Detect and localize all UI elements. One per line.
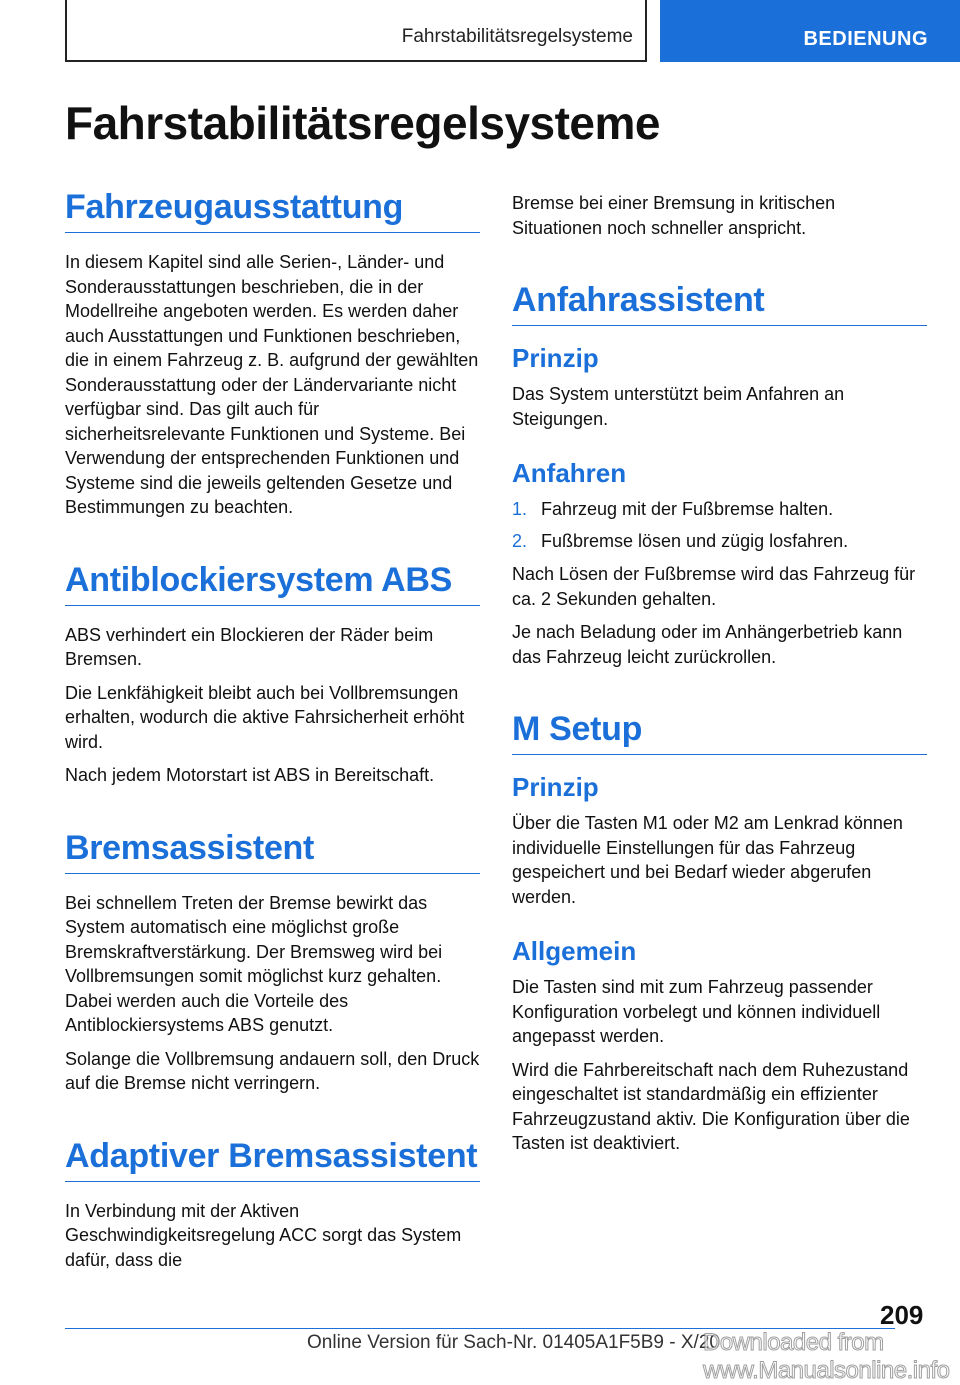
subheading-anfahren: Anfahren [512,458,627,488]
header-section-title: Fahrstabilitätsregelsysteme [401,26,633,47]
paragraph: Nach jedem Motorstart ist ABS in Bereitschaft. [65,765,435,785]
paragraph: Die Tasten sind mit zum Fahrzeug passender Konfiguration vorbelegt und können individuell angepasst werden. [512,977,881,1046]
section-heading-bremsassistent: Bremsassistent [65,829,480,874]
section-heading-anfahrassistent: Anfahrassistent [512,281,927,326]
step-list [512,497,927,553]
footer-online-version: Online Version für Sach-Nr. 01405A1F5B9 - X/20 [307,1332,720,1353]
right-column [512,191,927,1165]
paragraph: Über die Tasten M1 oder M2 am Lenkrad können individuelle Einstellungen für das Fahrzeug gespeichert und bei Bedarf wieder abgerufen werden. [512,813,903,907]
paragraph: In diesem Kapitel sind alle Serien-, Länder- und Sonderausstattungen beschrieben, die in der Modellreihe angeboten werden. Es werden daher auch Ausstattungen und Funktionen beschrieben, die in einem Fahrzeug z. B. aufgrund der gewählten Sonderausstattung oder der Ländervariante nicht verfügbar sind. Das gilt auch für sicherheitsrelevante Funktionen und Systeme. Bei Verwendung der entsprechenden Funktionen und Systeme sind die jeweils geltenden Gesetze und Bestimmungen zu beachten. [65,252,479,517]
section-heading-m-setup: M Setup [512,710,927,755]
header-section-box [65,0,647,62]
paragraph: ABS verhindert ein Blockieren der Räder beim Bremsen. [65,624,434,669]
list-item [512,497,927,522]
paragraph: Je nach Beladung oder im Anhängerbetrieb kann das Fahrzeug leicht zurückrollen. [512,622,903,667]
page-number: 209 [880,1300,924,1330]
step-number: 1. [512,499,528,519]
step-text: Fahrzeug mit der Fußbremse halten. [541,499,834,519]
page-title: Fahrstabilitätsregelsysteme [65,97,660,149]
paragraph: Bremse bei einer Bremsung in kritischen Situationen noch schneller anspricht. [512,193,836,238]
subheading-prinzip: Prinzip [512,343,599,373]
header-chapter-label: BEDIENUNG [803,28,928,50]
subheading-allgemein: Allgemein [512,936,637,966]
step-text: Fußbremse lösen und zügig losfahren. [541,530,849,551]
section-heading-adaptiver-bremsassistent: Adaptiver Bremsassistent [65,1137,480,1182]
list-item [512,529,927,554]
paragraph: Das System unterstützt beim Anfahren an Steigungen. [512,384,845,429]
left-column [65,188,480,1281]
paragraph: Bei schnellem Treten der Bremse bewirkt das System automatisch eine möglichst große Bremskraftverstärkung. Der Bremsweg wird bei Vollbremsungen somit möglichst kurz gehalten. Dabei werden auch die Vorteile des Antiblockiersystems ABS genutzt. [65,892,443,1035]
section-heading-fahrzeugausstattung: Fahrzeugausstattung [65,188,480,233]
paragraph: Die Lenkfähigkeit bleibt auch bei Vollbremsungen erhalten, wodurch die aktive Fahrsicherheit erhöht wird. [65,682,465,752]
paragraph: Wird die Fahrbereitschaft nach dem Ruhezustand eingeschaltet ist standardmäßig ein effizienter Fahrzeugzustand aktiv. Die Konfiguration über die Tasten ist deaktiviert. [512,1059,910,1153]
header-chapter-tab [660,0,960,62]
section-heading-abs: Antiblockiersystem ABS [65,561,480,606]
step-number: 2. [512,530,528,551]
paragraph: Solange die Vollbremsung andauern soll, den Druck auf die Bremse nicht verringern. [65,1048,480,1093]
paragraph: Nach Lösen der Fußbremse wird das Fahrzeug für ca. 2 Sekunden gehalten. [512,564,916,609]
watermark: Downloaded from www.Manualsonline.info [703,1329,950,1384]
subheading-prinzip: Prinzip [512,772,599,802]
paragraph: In Verbindung mit der Aktiven Geschwindigkeitsregelung ACC sorgt das System dafür, dass die [65,1200,462,1270]
